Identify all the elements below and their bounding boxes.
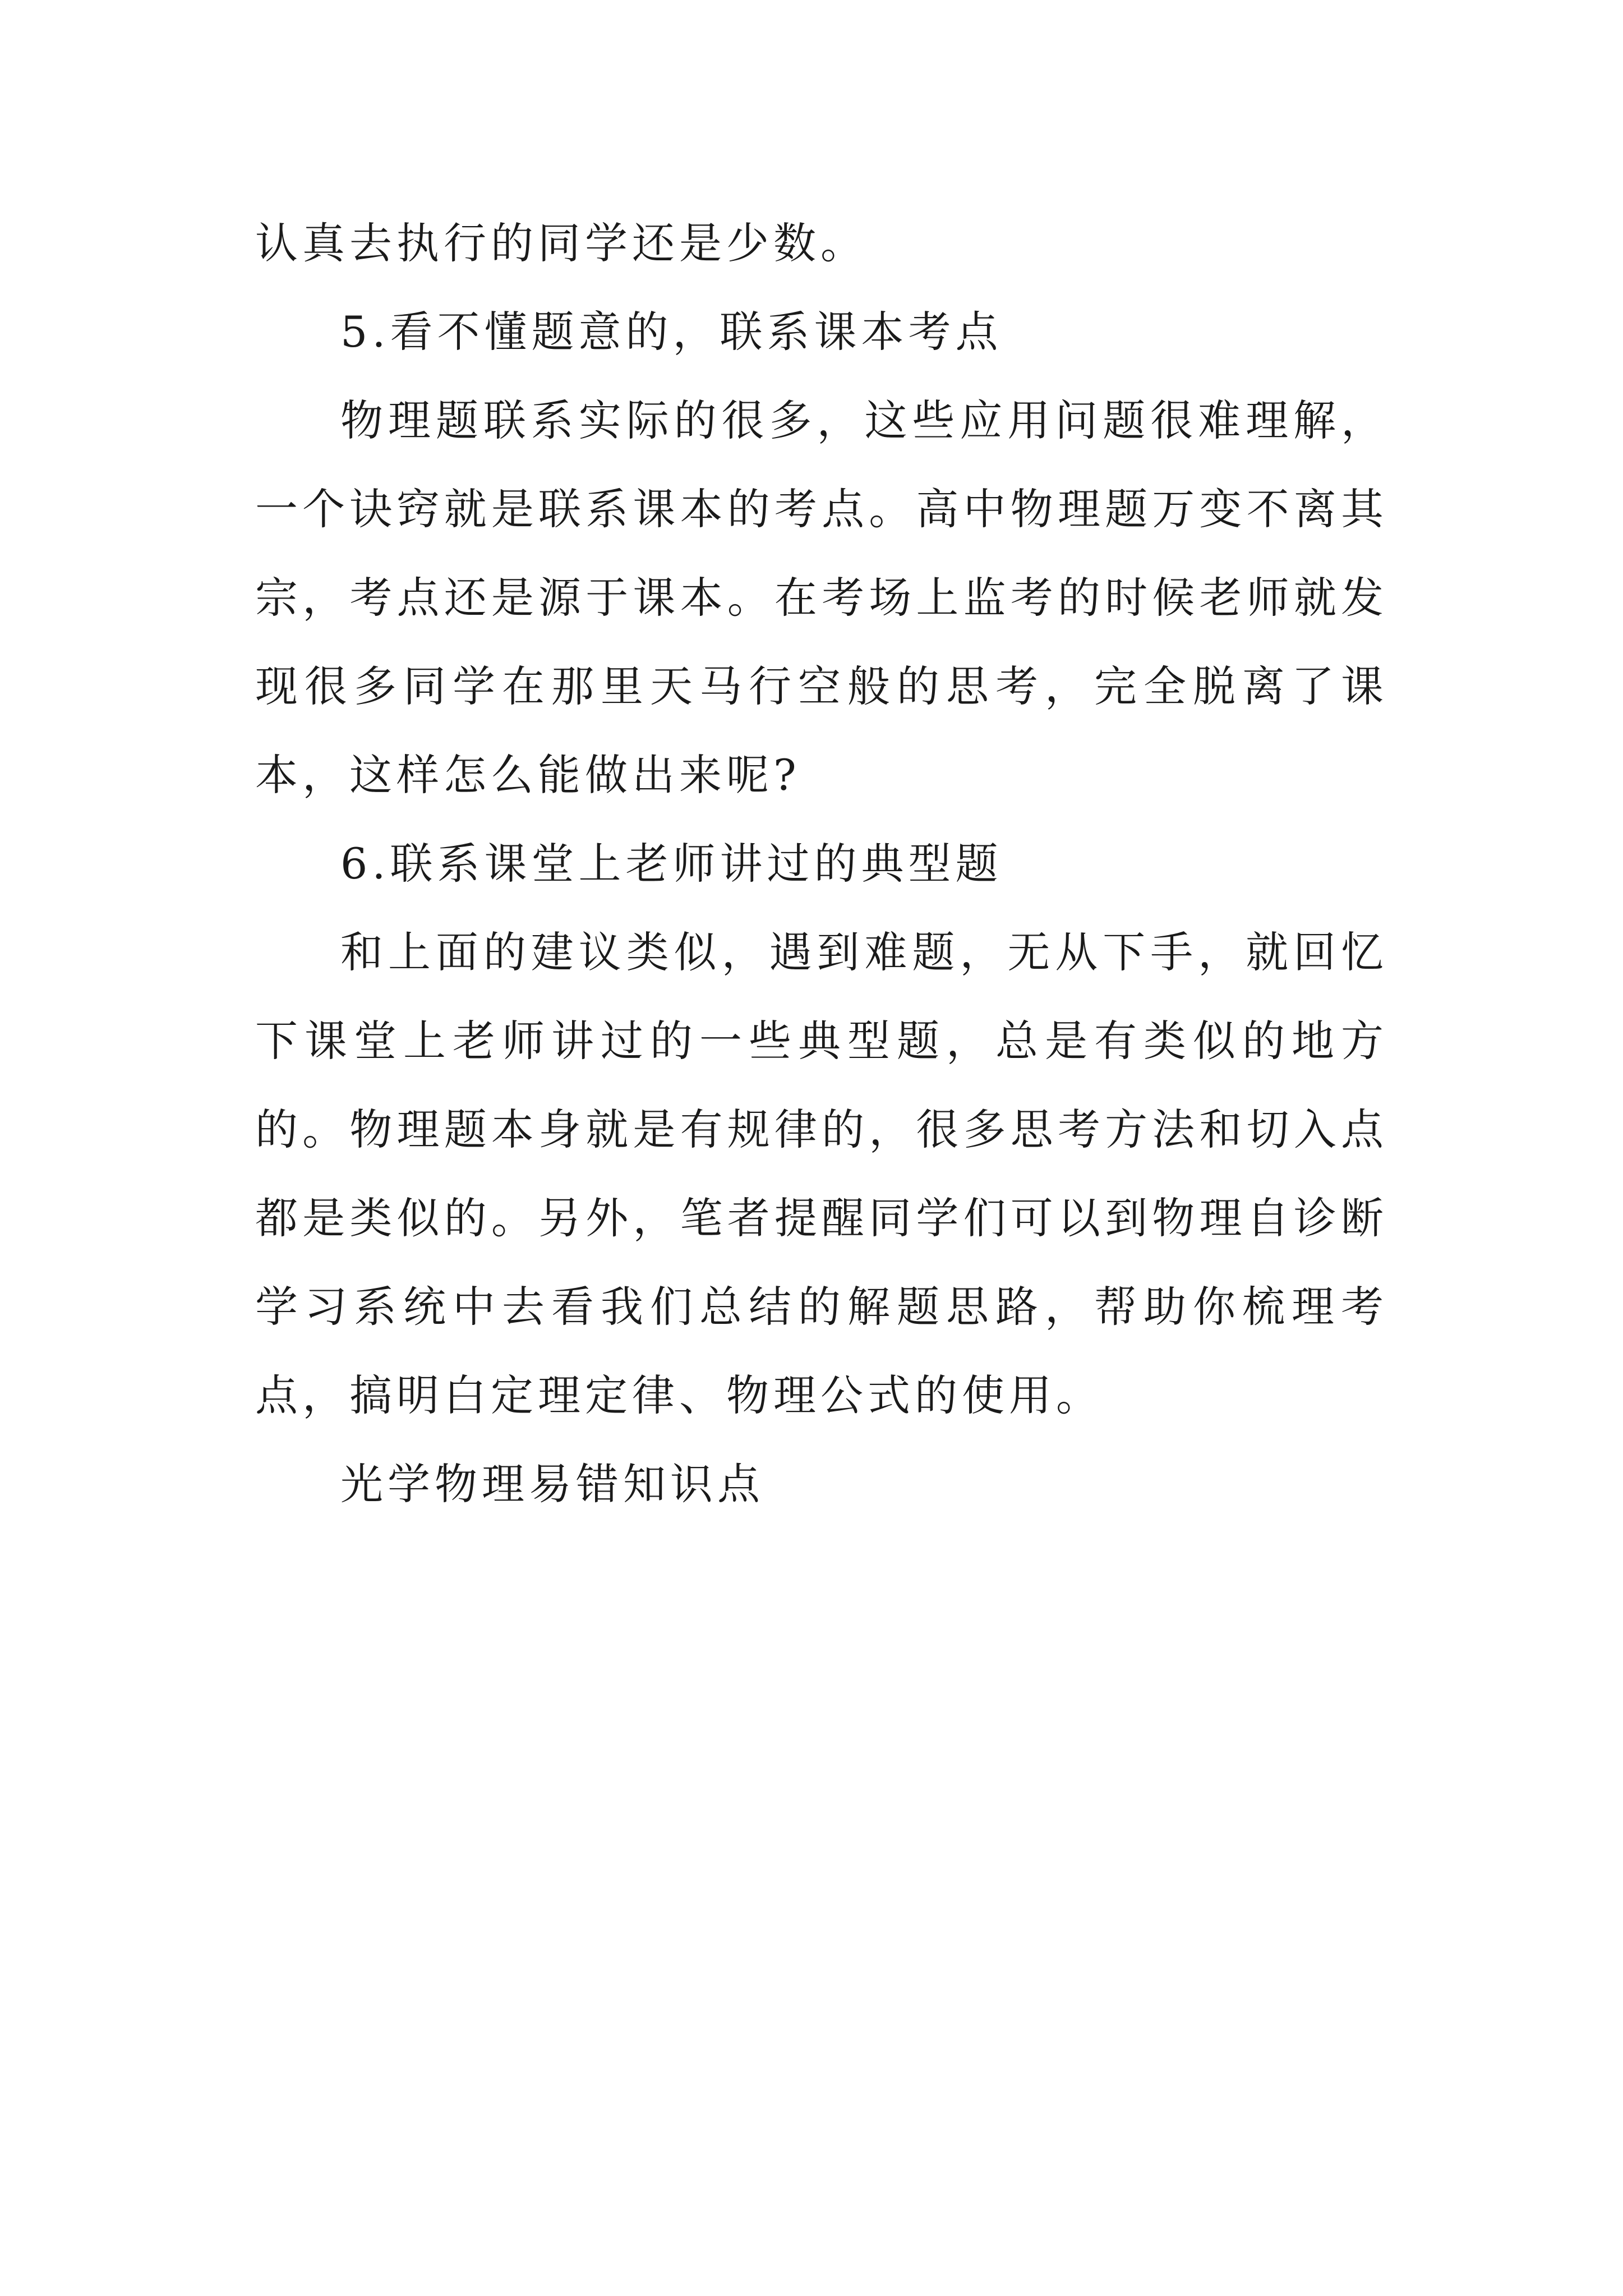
paragraph-link-textbook: 物理题联系实际的很多，这些应用问题很难理解，一个诀窍就是联系课本的考点。高中物理题万变不离其宗，考点还是源于课本。在考场上监考的时候老师就发现很多同学在那里天马行空般的思考，完全脱离了课本，这样怎么能做出来呢? — [255, 395, 1388, 800]
paragraph-continuation: 认真去执行的同学还是少数。 — [255, 218, 868, 268]
section-heading-5: 5.看不懂题意的，联系课本考点 — [340, 307, 1003, 357]
section-heading-6: 6.联系课堂上老师讲过的典型题 — [340, 839, 1003, 889]
section-title-optics: 光学物理易错知识点 — [340, 1459, 764, 1509]
document-body — [255, 199, 1388, 1529]
paragraph-typical-problems: 和上面的建议类似，遇到难题，无从下手，就回忆下课堂上老师讲过的一些典型题，总是有类似的地方的。物理题本身就是有规律的，很多思考方法和切入点都是类似的。另外，笔者提醒同学们可以到物理自诊断学习系统中去看我们总结的解题思路，帮助你梳理考点，搞明白定理定律、物理公式的使用。 — [255, 927, 1388, 1420]
